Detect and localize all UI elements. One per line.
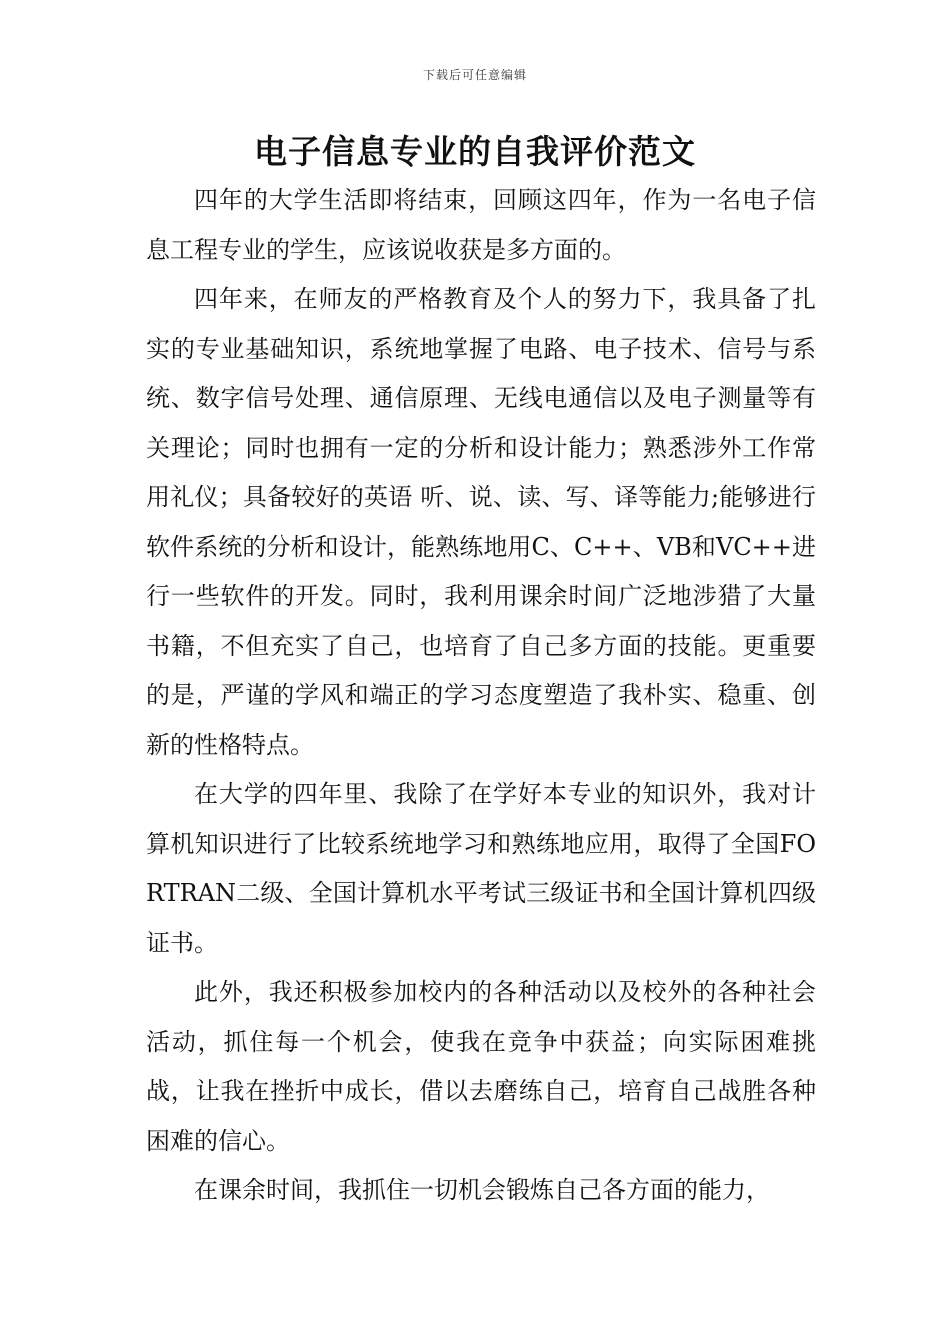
paragraph-2: 四年来，在师友的严格教育及个人的努力下，我具备了扎实的专业基础知识，系统地掌握了电路、电子技术、信号与系统、数字信号处理、通信原理、无线电通信以及电子测量等有关理论；同时也拥有一定的分析和设计能力；熟悉涉外工作常用礼仪；具备较好的英语 听、说、读、写、译等能力;能够进行软件系统的分析和设计，能熟练地用C、C++、VB和VC++进行一些软件的开发。同时，我利用课余时间广泛地涉猎了大量书籍，不但充实了自己，也培育了自己多方面的技能。更重要的是，严谨的学风和端正的学习态度塑造了我朴实、稳重、创新的性格特点。 [146, 285, 816, 759]
header-note: 下载后可任意编辑 [422, 68, 527, 82]
paragraph-3: 在大学的四年里、我除了在学好本专业的知识外，我对计算机知识进行了比较系统地学习和熟练地应用，取得了全国FORTRAN二级、全国计算机水平考试三级证书和全国计算机四级证书。 [146, 780, 816, 957]
paragraph-1: 四年的大学生活即将结束，回顾这四年，作为一名电子信息工程专业的学生，应该说收获是多方面的。 [146, 186, 816, 264]
paragraph-5: 在课余时间，我抓住一切机会锻炼自己各方面的能力， [194, 1176, 770, 1204]
document-body [146, 176, 816, 1216]
document-title: 电子信息专业的自我评价范文 [254, 132, 696, 171]
paragraph-4: 此外，我还积极参加校内的各种活动以及校外的各种社会活动，抓住每一个机会，使我在竞争中获益；向实际困难挑战，让我在挫折中成长，借以去磨练自己，培育自己战胜各种困难的信心。 [146, 978, 816, 1155]
